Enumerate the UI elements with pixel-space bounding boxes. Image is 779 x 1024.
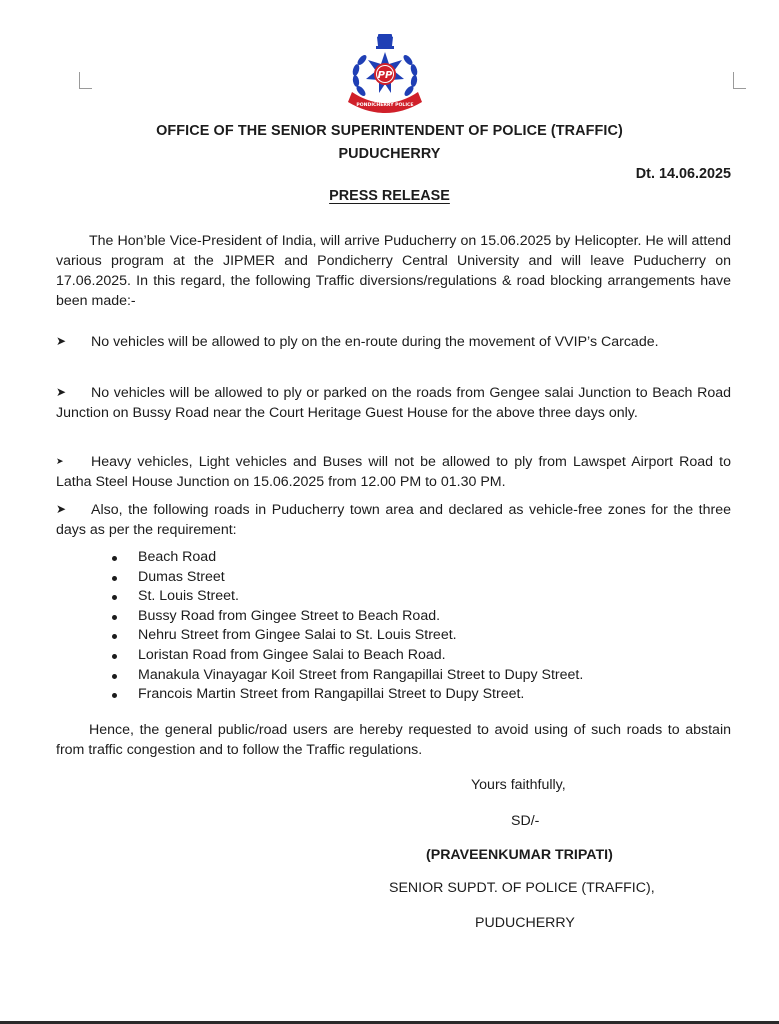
road-name: Bussy Road from Gingee Street to Beach Road. [138, 607, 441, 624]
press-release-heading [0, 188, 779, 204]
list-item [110, 607, 583, 627]
vehicle-free-roads-list [110, 548, 583, 705]
arrow-bullet-icon: ➤ [56, 385, 67, 399]
road-name: Nehru Street from Gingee Salai to St. Louis Street. [138, 627, 457, 644]
bullet-dot-icon [112, 693, 117, 698]
pondicherry-police-emblem-icon [340, 30, 430, 114]
bullet-text-3: Heavy vehicles, Light vehicles and Buses will not be allowed to ply from Lawspet Airport Road to Latha Steel House Junction on 15.06.2025 from 12.00 PM to 01.30 PM. [56, 454, 731, 490]
intro-paragraph: The Hon’ble Vice-President of India, will arrive Puducherry on 15.06.2025 by Helicopter. He will attend various program at the JIPMER and Pondicherry Central University and will leave Puducherry on 17.06.2025. In this regard, the following Traffic diversions/regulations & road blocking arrangements have been made:- [56, 233, 731, 309]
list-item [110, 568, 583, 588]
emblem-ribbon-text: PONDICHERRY POLICE [356, 103, 414, 108]
press-release-title: PRESS RELEASE [329, 188, 450, 204]
emblem-initials: PP [377, 70, 393, 81]
crop-mark-right [733, 72, 746, 89]
arrow-bullet-1 [56, 331, 731, 352]
office-title: OFFICE OF THE SENIOR SUPERINTENDENT OF POLICE (TRAFFIC) [156, 123, 623, 139]
list-item [110, 626, 583, 646]
list-item [110, 685, 583, 705]
road-name: Francois Martin Street from Rangapillai Street to Dupy Street. [138, 686, 525, 703]
road-name: Manakula Vinayagar Koil Street from Rangapillai Street to Dupy Street. [138, 666, 584, 683]
list-item [110, 587, 583, 607]
closing-paragraph: Hence, the general public/road users are hereby requested to avoid using of such roads to abstain from traffic congestion and to follow the Traffic regulations. [56, 722, 731, 758]
bullet-dot-icon [112, 576, 117, 581]
bullet-dot-icon [112, 556, 117, 561]
bullet-dot-icon [112, 615, 117, 620]
road-name: Beach Road [138, 549, 217, 565]
salutation: Yours faithfully, [471, 777, 566, 793]
arrow-bullet-3 [56, 451, 731, 492]
list-item [110, 666, 583, 686]
bullet-dot-icon [112, 634, 117, 639]
crop-mark-left [79, 72, 92, 89]
signed-mark: SD/- [511, 813, 540, 829]
list-item [110, 548, 583, 568]
road-name: St. Louis Street. [138, 588, 239, 605]
road-name: Dumas Street [138, 568, 225, 585]
signatory-designation: SENIOR SUPDT. OF POLICE (TRAFFIC), [389, 880, 655, 896]
release-date: Dt. 14.06.2025 [635, 166, 731, 182]
arrow-bullet-icon: ➤ [56, 502, 67, 516]
bullet-text-2: No vehicles will be allowed to ply or parked on the roads from Gengee salai Junction to Beach Road Junction on Bussy Road near the Court Heritage Guest House for the above three days only. [56, 385, 731, 421]
office-city: PUDUCHERRY [338, 146, 441, 162]
arrow-bullet-icon: ➤ [56, 456, 64, 466]
arrow-bullet-icon: ➤ [56, 334, 67, 348]
bullet-text-4: Also, the following roads in Puducherry town area and declared as vehicle-free zones for the three days as per the requirement: [56, 502, 731, 538]
bullet-text-1: No vehicles will be allowed to ply on the en-route during the movement of VVIP’s Carcade. [91, 334, 659, 350]
bullet-dot-icon [112, 595, 117, 600]
signatory-name: (PRAVEENKUMAR TRIPATI) [426, 847, 613, 863]
list-item [110, 646, 583, 666]
arrow-bullet-4 [56, 499, 731, 540]
signatory-place: PUDUCHERRY [475, 915, 575, 931]
road-name: Loristan Road from Gingee Salai to Beach Road. [138, 646, 446, 663]
arrow-bullet-2 [56, 382, 731, 423]
bullet-dot-icon [112, 674, 117, 679]
bullet-dot-icon [112, 654, 117, 659]
